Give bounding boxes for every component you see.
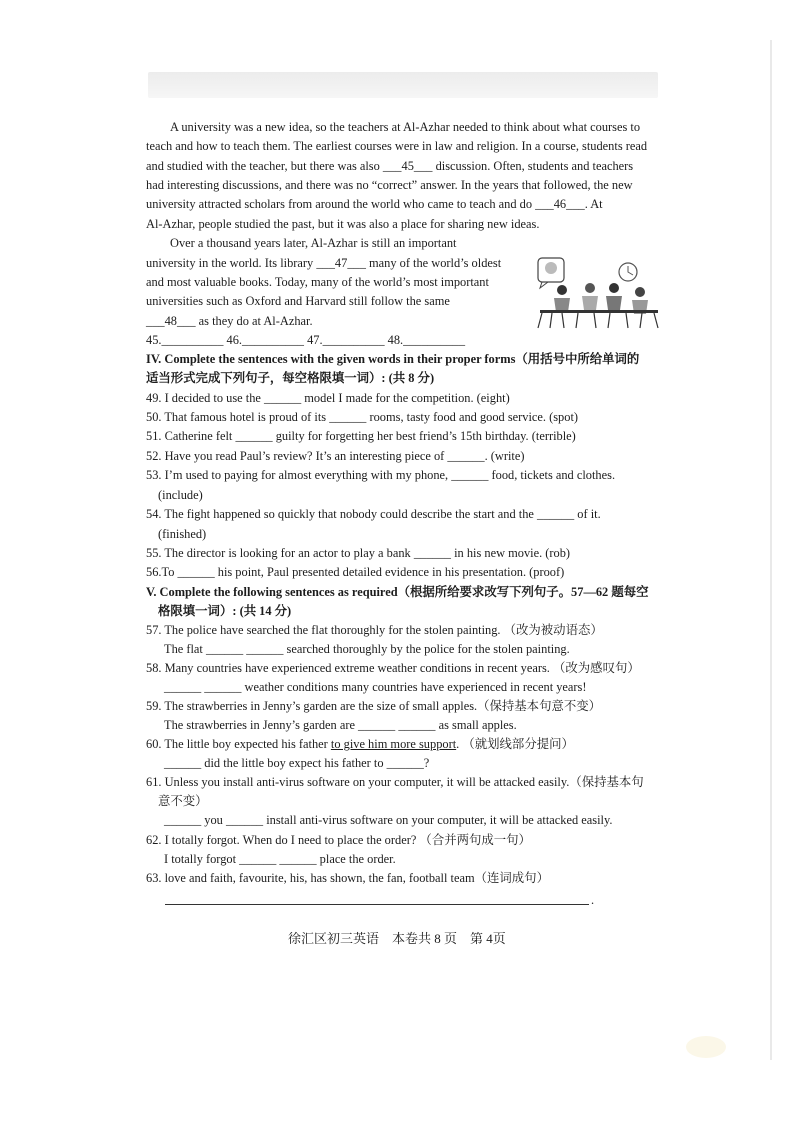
page-footer: 徐汇区初三英语 本卷共 8 页 第 4页 (288, 931, 506, 946)
scan-edge (770, 40, 772, 1060)
question-56: 56.To ______ his point, Paul presented detailed evidence in his presentation. (proof) (146, 565, 565, 579)
passage-line: university attracted scholars from around the world who came to teach and do ___46___. At (146, 197, 603, 211)
passage-line: and studied with the teacher, but there was also ___45___ discussion. Often, students and teachers (146, 159, 634, 173)
question-54-hint: (finished) (158, 527, 207, 541)
passage-line: university in the world. Its library ___47___ many of the world’s oldest (146, 256, 502, 270)
question-53: 53. I’m used to paying for almost everything with my phone, ______ food, tickets and clothes. (146, 468, 616, 482)
question-49: 49. I decided to use the ______ model I made for the competition. (eight) (146, 391, 510, 405)
question-59: 59. The strawberries in Jenny’s garden are the size of small apples.（保持基本句意不变） (146, 699, 602, 713)
passage-line: and most valuable books. Today, many of the world’s most important (146, 275, 489, 289)
question-63-period: . (591, 893, 595, 907)
section-v-heading-cont: 格限填一词）: (共 14 分) (158, 604, 292, 618)
question-62: 62. I totally forgot. When do I need to place the order? （合并两句成一句） (146, 833, 531, 847)
question-57-answer: The flat ______ ______ searched thoroughly by the police for the stolen painting. (164, 642, 570, 656)
section-iv-heading: IV. Complete the sentences with the given words in their proper forms（用括号中所给单词的 (146, 352, 640, 366)
scan-stain (686, 1036, 726, 1058)
passage-line: Over a thousand years later, Al-Azhar is still an important (170, 236, 457, 250)
question-53-hint: (include) (158, 488, 203, 502)
question-50: 50. That famous hotel is proud of its ______ rooms, tasty food and good service. (spot) (146, 410, 579, 424)
question-62-answer: I totally forgot ______ ______ place the order. (164, 852, 396, 866)
passage-line: universities such as Oxford and Harvard still follow the same (146, 294, 450, 308)
question-57: 57. The police have searched the flat thoroughly for the stolen painting. （改为被动语态） (146, 623, 603, 637)
passage-line: ___48___ as they do at Al-Azhar. (146, 314, 313, 328)
question-61-answer: ______ you ______ install anti-virus software on your computer, it will be attacked easily. (164, 813, 613, 827)
passage-line: teach and how to teach them. The earliest courses were in law and religion. In a course, students read (146, 139, 648, 153)
section-v-heading: V. Complete the following sentences as required（根据所给要求改写下列句子。57—62 题每空 (146, 585, 649, 599)
passage-line: A university was a new idea, so the teachers at Al-Azhar needed to think about what courses to (170, 120, 641, 134)
question-60-instruction: . （就划线部分提问） (456, 737, 574, 751)
question-54: 54. The fight happened so quickly that nobody could describe the start and the ______ of it. (146, 507, 601, 521)
question-52: 52. Have you read Paul’s review? It’s an interesting piece of ______. (write) (146, 449, 525, 463)
question-60-answer: ______ did the little boy expect his father to ______? (164, 756, 430, 770)
passage-line: Al-Azhar, people studied the past, but it was also a place for sharing new ideas. (146, 217, 540, 231)
question-60-text: 60. The little boy expected his father (146, 737, 331, 751)
question-58: 58. Many countries have experienced extreme weather conditions in recent years. （改为感叹句） (146, 661, 640, 675)
question-60 (146, 736, 574, 752)
question-51: 51. Catherine felt ______ guilty for forgetting her best friend’s 15th birthday. (terrible) (146, 429, 576, 443)
scan-header-band (148, 72, 658, 98)
question-63: 63. love and faith, favourite, his, has shown, the fan, football team（连词成句） (146, 871, 549, 885)
library-discussion-illustration (532, 252, 662, 330)
question-61: 61. Unless you install anti-virus software on your computer, it will be attacked easily.（保持基本句 (146, 775, 644, 789)
question-60-underlined: to give him more support (330, 737, 457, 751)
passage-line: had interesting discussions, and there was no “correct” answer. In the years that followed, the new (146, 178, 633, 192)
question-59-answer: The strawberries in Jenny’s garden are ______ ______ as small apples. (164, 718, 517, 732)
section-iv-heading-cont: 适当形式完成下列句子，每空格限填一词）: (共 8 分) (146, 371, 435, 385)
question-63-answer-line (165, 904, 589, 905)
question-58-answer: ______ ______ weather conditions many countries have experienced in recent years! (164, 680, 587, 694)
answer-blanks-45-48: 45.__________ 46.__________ 47.__________ 48.__________ (146, 333, 466, 347)
question-61-instruction-cont: 意不变） (158, 794, 208, 808)
question-55: 55. The director is looking for an actor to play a bank ______ in his new movie. (rob) (146, 546, 571, 560)
